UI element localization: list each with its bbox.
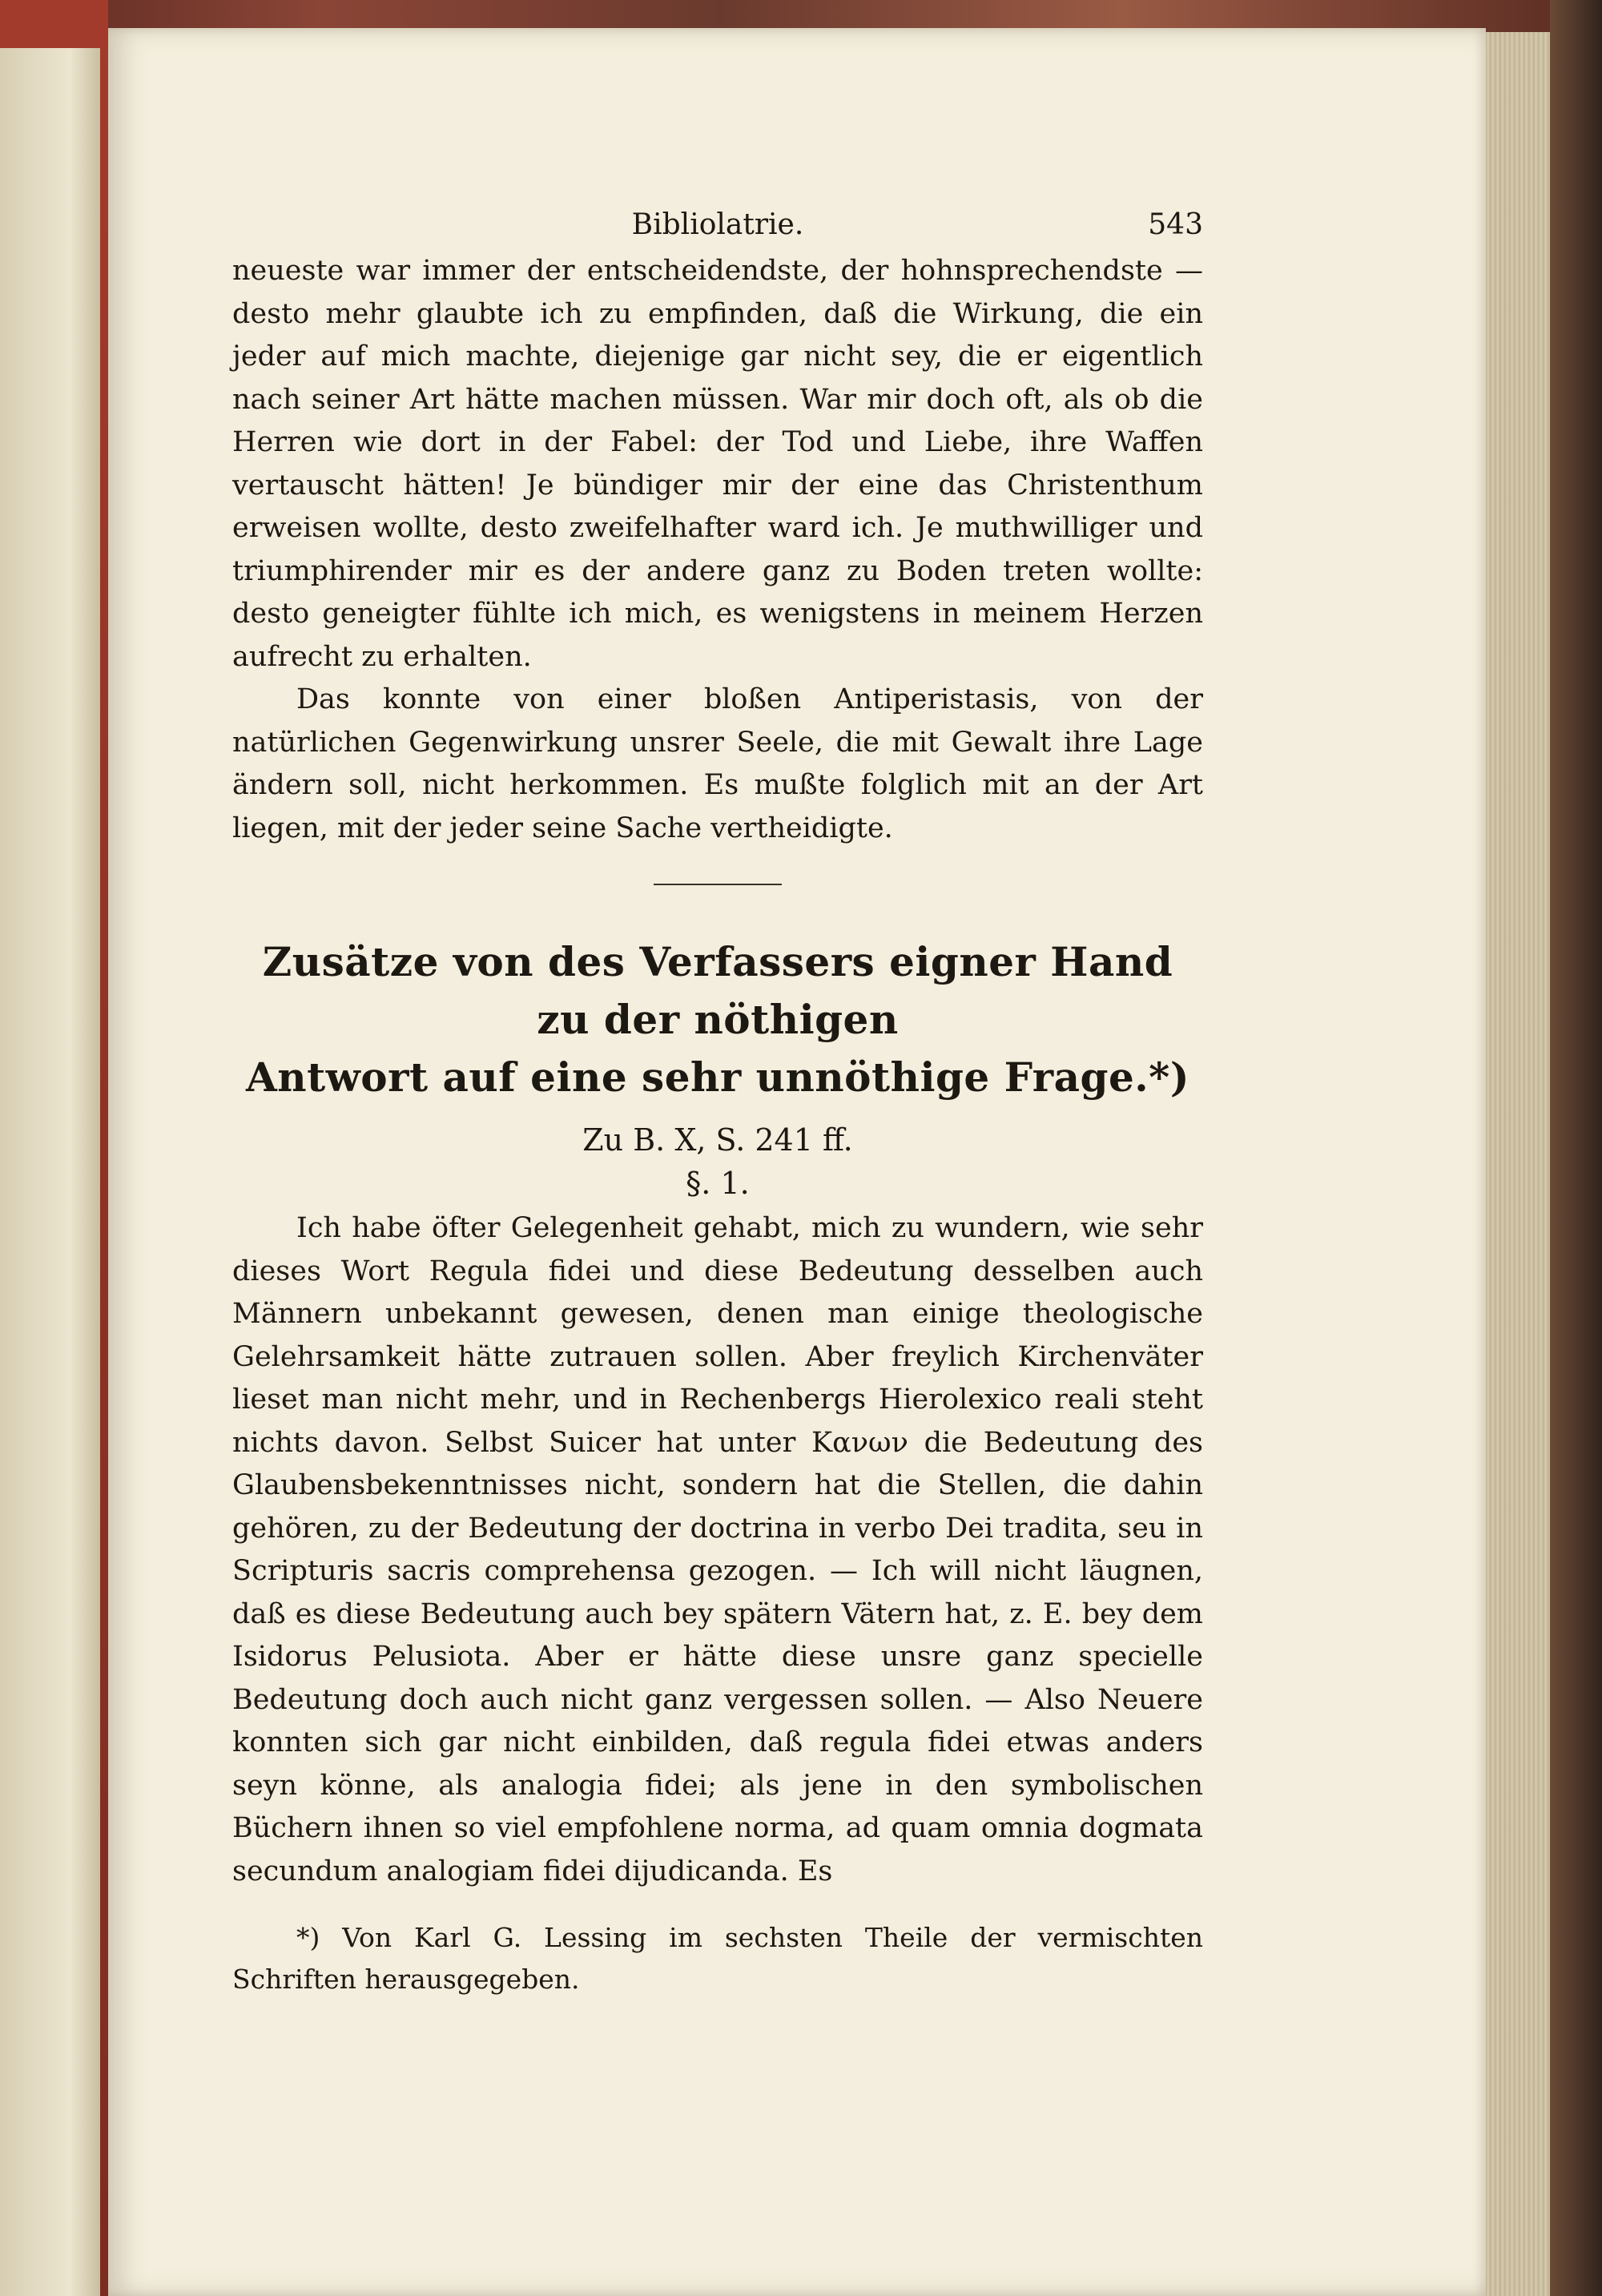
section-divider — [654, 884, 782, 885]
section-title-line-2: Antwort auf eine sehr unnöthige Frage.*) — [246, 1053, 1189, 1101]
paragraph-2: Das konnte von einer bloßen Antiperistasis, von der natürlichen Gegenwirkung unsrer Seele, die mit Gewalt ihre Lage ändern soll, nicht herkommen. Es mußte folglich mit an der Art liegen, mit der jeder seine Sache vertheidigte. — [232, 683, 1203, 844]
page-header — [232, 208, 1203, 250]
book-cover-right — [1550, 0, 1602, 2296]
paragraph-1: neueste war immer der entscheidendste, der hohnsprechendste — desto mehr glaubte ich zu empfinden, daß die Wirkung, die ein jeder auf mich machte, diejenige gar nicht sey, die er eigentlich nach seiner Art hätte machen müssen. War mir doch oft, als ob die Herren wie dort in der Fabel: der Tod und Liebe, ihre Waffen vertauscht hätten! Je bündiger mir der eine das Christenthum erweisen wollte, desto zweifelhafter ward ich. Je muthwilliger und triumphirender mir es der andere ganz zu Boden treten wollte: desto geneigter fühlte ich mich, es wenigstens in meinem Herzen aufrecht zu erhalten. — [232, 255, 1203, 673]
section-title-line-1: Zusätze von des Verfassers eigner Hand zu der nöthigen — [262, 938, 1173, 1043]
running-title: Bibliolatrie. — [631, 208, 804, 241]
facing-page-edge — [0, 48, 100, 2296]
page-number: 543 — [1148, 208, 1203, 241]
section-mark: §. 1. — [686, 1166, 750, 1201]
footnote: *) Von Karl G. Lessing im sechsten Theile der vermischten Schriften herausgegeben. — [232, 1922, 1203, 1995]
section-reference: Zu B. X, S. 241 ff. — [582, 1122, 853, 1158]
paragraph-3: Ich habe öfter Gelegenheit gehabt, mich zu wundern, wie sehr dieses Wort Regula fidei und diese Bedeutung desselben auch Männern unbekannt gewesen, denen man einige theologische Gelehrsamkeit hätte zutrauen sollen. Aber freylich Kirchenväter lieset man nicht mehr, und in Rechenbergs Hierolexico reali steht nichts davon. Selbst Suicer hat unter Κανων die Bedeutung des Glaubensbekenntnisses nicht, sondern hat die Stellen, die dahin gehören, zu der Bedeutung der doctrina in verbo Dei tradita, seu in Scripturis sacris comprehensa gezogen. — Ich will nicht läugnen, daß es diese Bedeutung auch bey spätern Vätern hat, z. E. bey dem Isidorus Pelusiota. Aber er hätte diese unsre ganz specielle Bedeutung doch auch nicht ganz vergessen sollen. — Also Neuere konnten sich gar nicht einbilden, daß regula fidei etwas anders seyn könne, als analogia fidei; als jene in den symbolischen Büchern ihnen so viel empfohlene norma, ad quam omnia dogmata secundum analogiam fidei dijudicanda. Es — [232, 1212, 1203, 1887]
page-content — [232, 208, 1203, 2027]
